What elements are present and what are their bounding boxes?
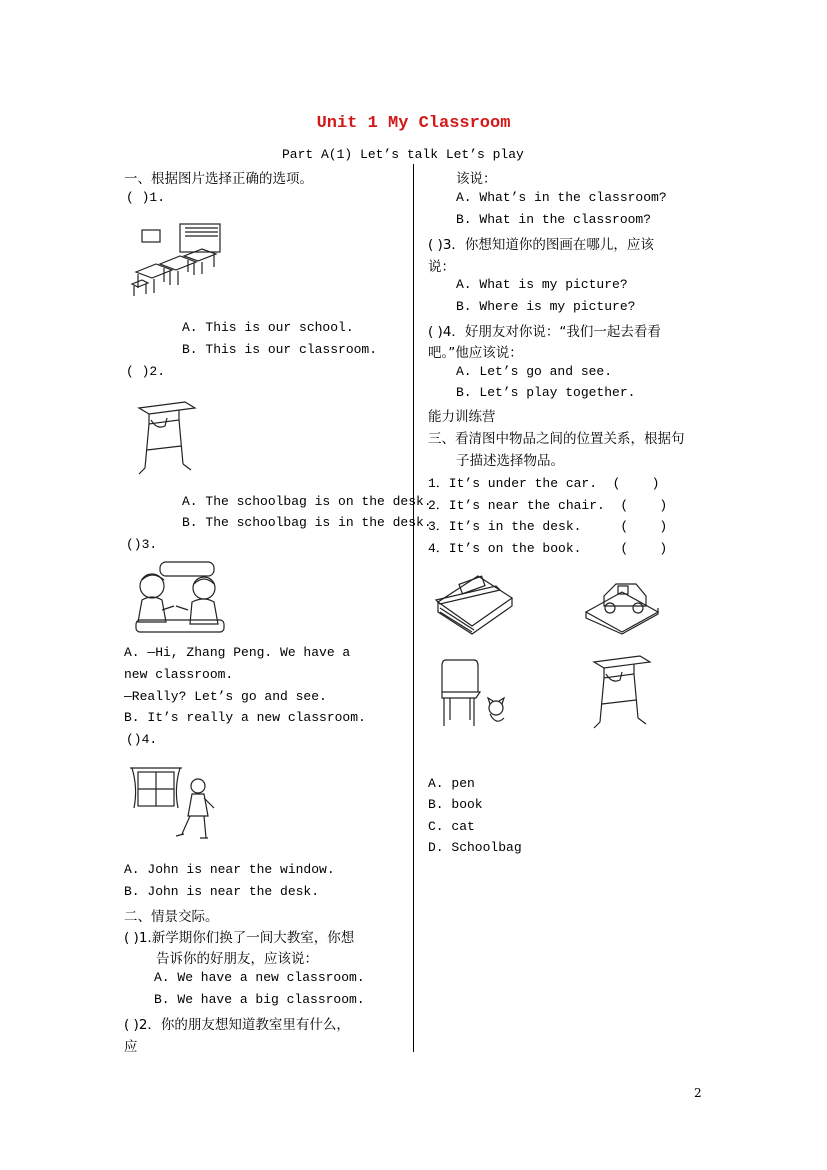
section3-item: 2．It’s near the chair. ( ): [428, 498, 668, 513]
s2q4-option-a: A. Let’s go and see.: [456, 364, 613, 379]
section3-heading-line2: 子描述选择物品。: [456, 453, 564, 469]
q3-option-a-line1: A. —Hi, Zhang Peng. We have a: [124, 645, 351, 660]
q1-option-a: A. This is our school.: [182, 320, 354, 335]
q1-prefix: ( )1.: [126, 190, 166, 205]
q3-option-a-line2: new classroom.: [124, 667, 234, 682]
desk-image-right: [590, 654, 652, 734]
classroom-image: [130, 222, 224, 302]
s2q3-line2: 说：: [428, 259, 455, 275]
section1-heading: 一、根据图片选择正确的选项。: [124, 171, 313, 187]
option-pen: A. pen: [428, 776, 475, 791]
option-book: B. book: [428, 797, 483, 812]
window-boy-image: [128, 762, 220, 846]
option-schoolbag: D. Schoolbag: [428, 840, 522, 855]
q3-prefix: ()3.: [126, 537, 158, 552]
s2q2-continued: 该说：: [456, 171, 497, 187]
q4-option-a: A. John is near the window.: [124, 862, 335, 877]
section3-item: 1．It’s under the car. ( ): [428, 476, 660, 491]
s2q2-line2: 应: [124, 1039, 138, 1055]
section2-heading: 二、情景交际。: [124, 909, 219, 925]
q3-option-a-line3: —Really? Let’s go and see.: [124, 689, 327, 704]
q2-prefix: ( )2.: [126, 364, 166, 379]
kids-talking-image: [132, 560, 228, 634]
s2q2-line1: ( )2．你的朋友想知道教室里有什么，: [124, 1017, 350, 1033]
s2q2-option-a: A. What’s in the classroom?: [456, 190, 667, 205]
q2-option-a: A. The schoolbag is on the desk.: [182, 494, 432, 509]
s2q1-option-b: B. We have a big classroom.: [154, 992, 365, 1007]
section3-heading-line1: 三、看清图中物品之间的位置关系，根据句: [428, 431, 685, 447]
page-title: Unit 1 My Classroom: [316, 114, 511, 133]
q4-prefix: ()4.: [126, 732, 158, 747]
car-on-book-image: [582, 572, 662, 636]
s2q1-option-a: A. We have a new classroom.: [154, 970, 365, 985]
pen-on-book-image: [432, 572, 516, 636]
s2q3-option-b: B. Where is my picture?: [456, 299, 636, 314]
s2q4-line2: 吧。”他应该说：: [428, 345, 523, 361]
section3-item: 4．It’s on the book. ( ): [428, 541, 668, 556]
chair-and-cat-image: [436, 654, 512, 730]
training-heading: 能力训练营: [428, 409, 496, 425]
s2q2-option-b: B. What in the classroom?: [456, 212, 652, 227]
page-number: 2: [694, 1086, 702, 1100]
q1-option-b: B. This is our classroom.: [182, 342, 378, 357]
q4-option-b: B. John is near the desk.: [124, 884, 320, 899]
s2q1-line2: 告诉你的好朋友，应该说：: [156, 951, 318, 967]
q2-option-b: B. The schoolbag is in the desk.: [182, 515, 432, 530]
desk-image: [135, 400, 197, 478]
q3-option-b: B. It’s really a new classroom.: [124, 710, 366, 725]
s2q1-line1: ( )1.新学期你们换了一间大教室，你想: [124, 930, 355, 946]
page-subtitle: Part A(1) Let’s talk Let’s play: [282, 147, 524, 162]
s2q4-line1: ( )4．好朋友对你说：“我们一起去看看: [428, 324, 661, 340]
column-divider: [413, 164, 414, 1052]
s2q3-option-a: A. What is my picture?: [456, 277, 628, 292]
s2q3-line1: ( )3．你想知道你的图画在哪儿，应该: [428, 237, 654, 253]
section3-item: 3．It’s in the desk. ( ): [428, 519, 668, 534]
option-cat: C. cat: [428, 819, 475, 834]
s2q4-option-b: B. Let’s play together.: [456, 385, 636, 400]
